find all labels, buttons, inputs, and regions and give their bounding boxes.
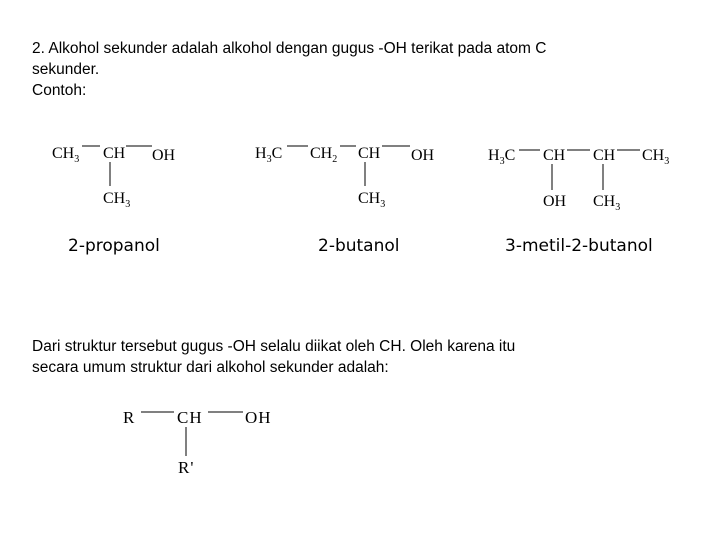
atom-r: R bbox=[123, 408, 136, 427]
atom-ch-2: CH bbox=[593, 147, 616, 164]
outro-line-1: Dari struktur tersebut gugus -OH selalu diikat oleh CH. Oleh karena itu bbox=[32, 338, 516, 355]
atom-h3c: $H_3C$ bbox=[255, 145, 283, 165]
atom-ch-1: CH bbox=[543, 147, 566, 164]
intro-line-2: sekunder. bbox=[32, 61, 100, 78]
atom-oh: OH bbox=[245, 408, 272, 427]
compound-name: 2-propanol bbox=[68, 236, 160, 256]
intro-line-3: Contoh: bbox=[32, 82, 87, 99]
compound-name: 2-butanol bbox=[318, 236, 400, 256]
compound-name: 3-metil-2-butanol bbox=[505, 236, 653, 256]
atom-oh: OH bbox=[543, 193, 567, 210]
outro-line-2: secara umum struktur dari alkohol sekunder adalah: bbox=[32, 359, 389, 376]
atom-oh: OH bbox=[411, 147, 435, 164]
atom-ch2: $CH_2$ bbox=[310, 145, 338, 165]
atom-ch3-branch: $CH_3$ bbox=[358, 190, 386, 210]
atom-r-prime: R' bbox=[178, 458, 195, 477]
atom-oh: OH bbox=[152, 147, 176, 164]
atom-ch3-right: $CH_3$ bbox=[642, 147, 670, 167]
atom-ch: CH bbox=[358, 145, 381, 162]
atom-h3c: $H_3C$ bbox=[488, 147, 516, 167]
atom-ch: CH bbox=[103, 145, 126, 162]
atom-ch: CH bbox=[177, 408, 203, 427]
atom-ch3-branch: $CH_3$ bbox=[103, 190, 131, 210]
intro-line-1: 2. Alkohol sekunder adalah alkohol dengan gugus -OH terikat pada atom C bbox=[32, 40, 547, 57]
atom-ch3-left: $CH_3$ bbox=[52, 145, 80, 165]
atom-ch3-branch: $CH_3$ bbox=[593, 193, 621, 213]
